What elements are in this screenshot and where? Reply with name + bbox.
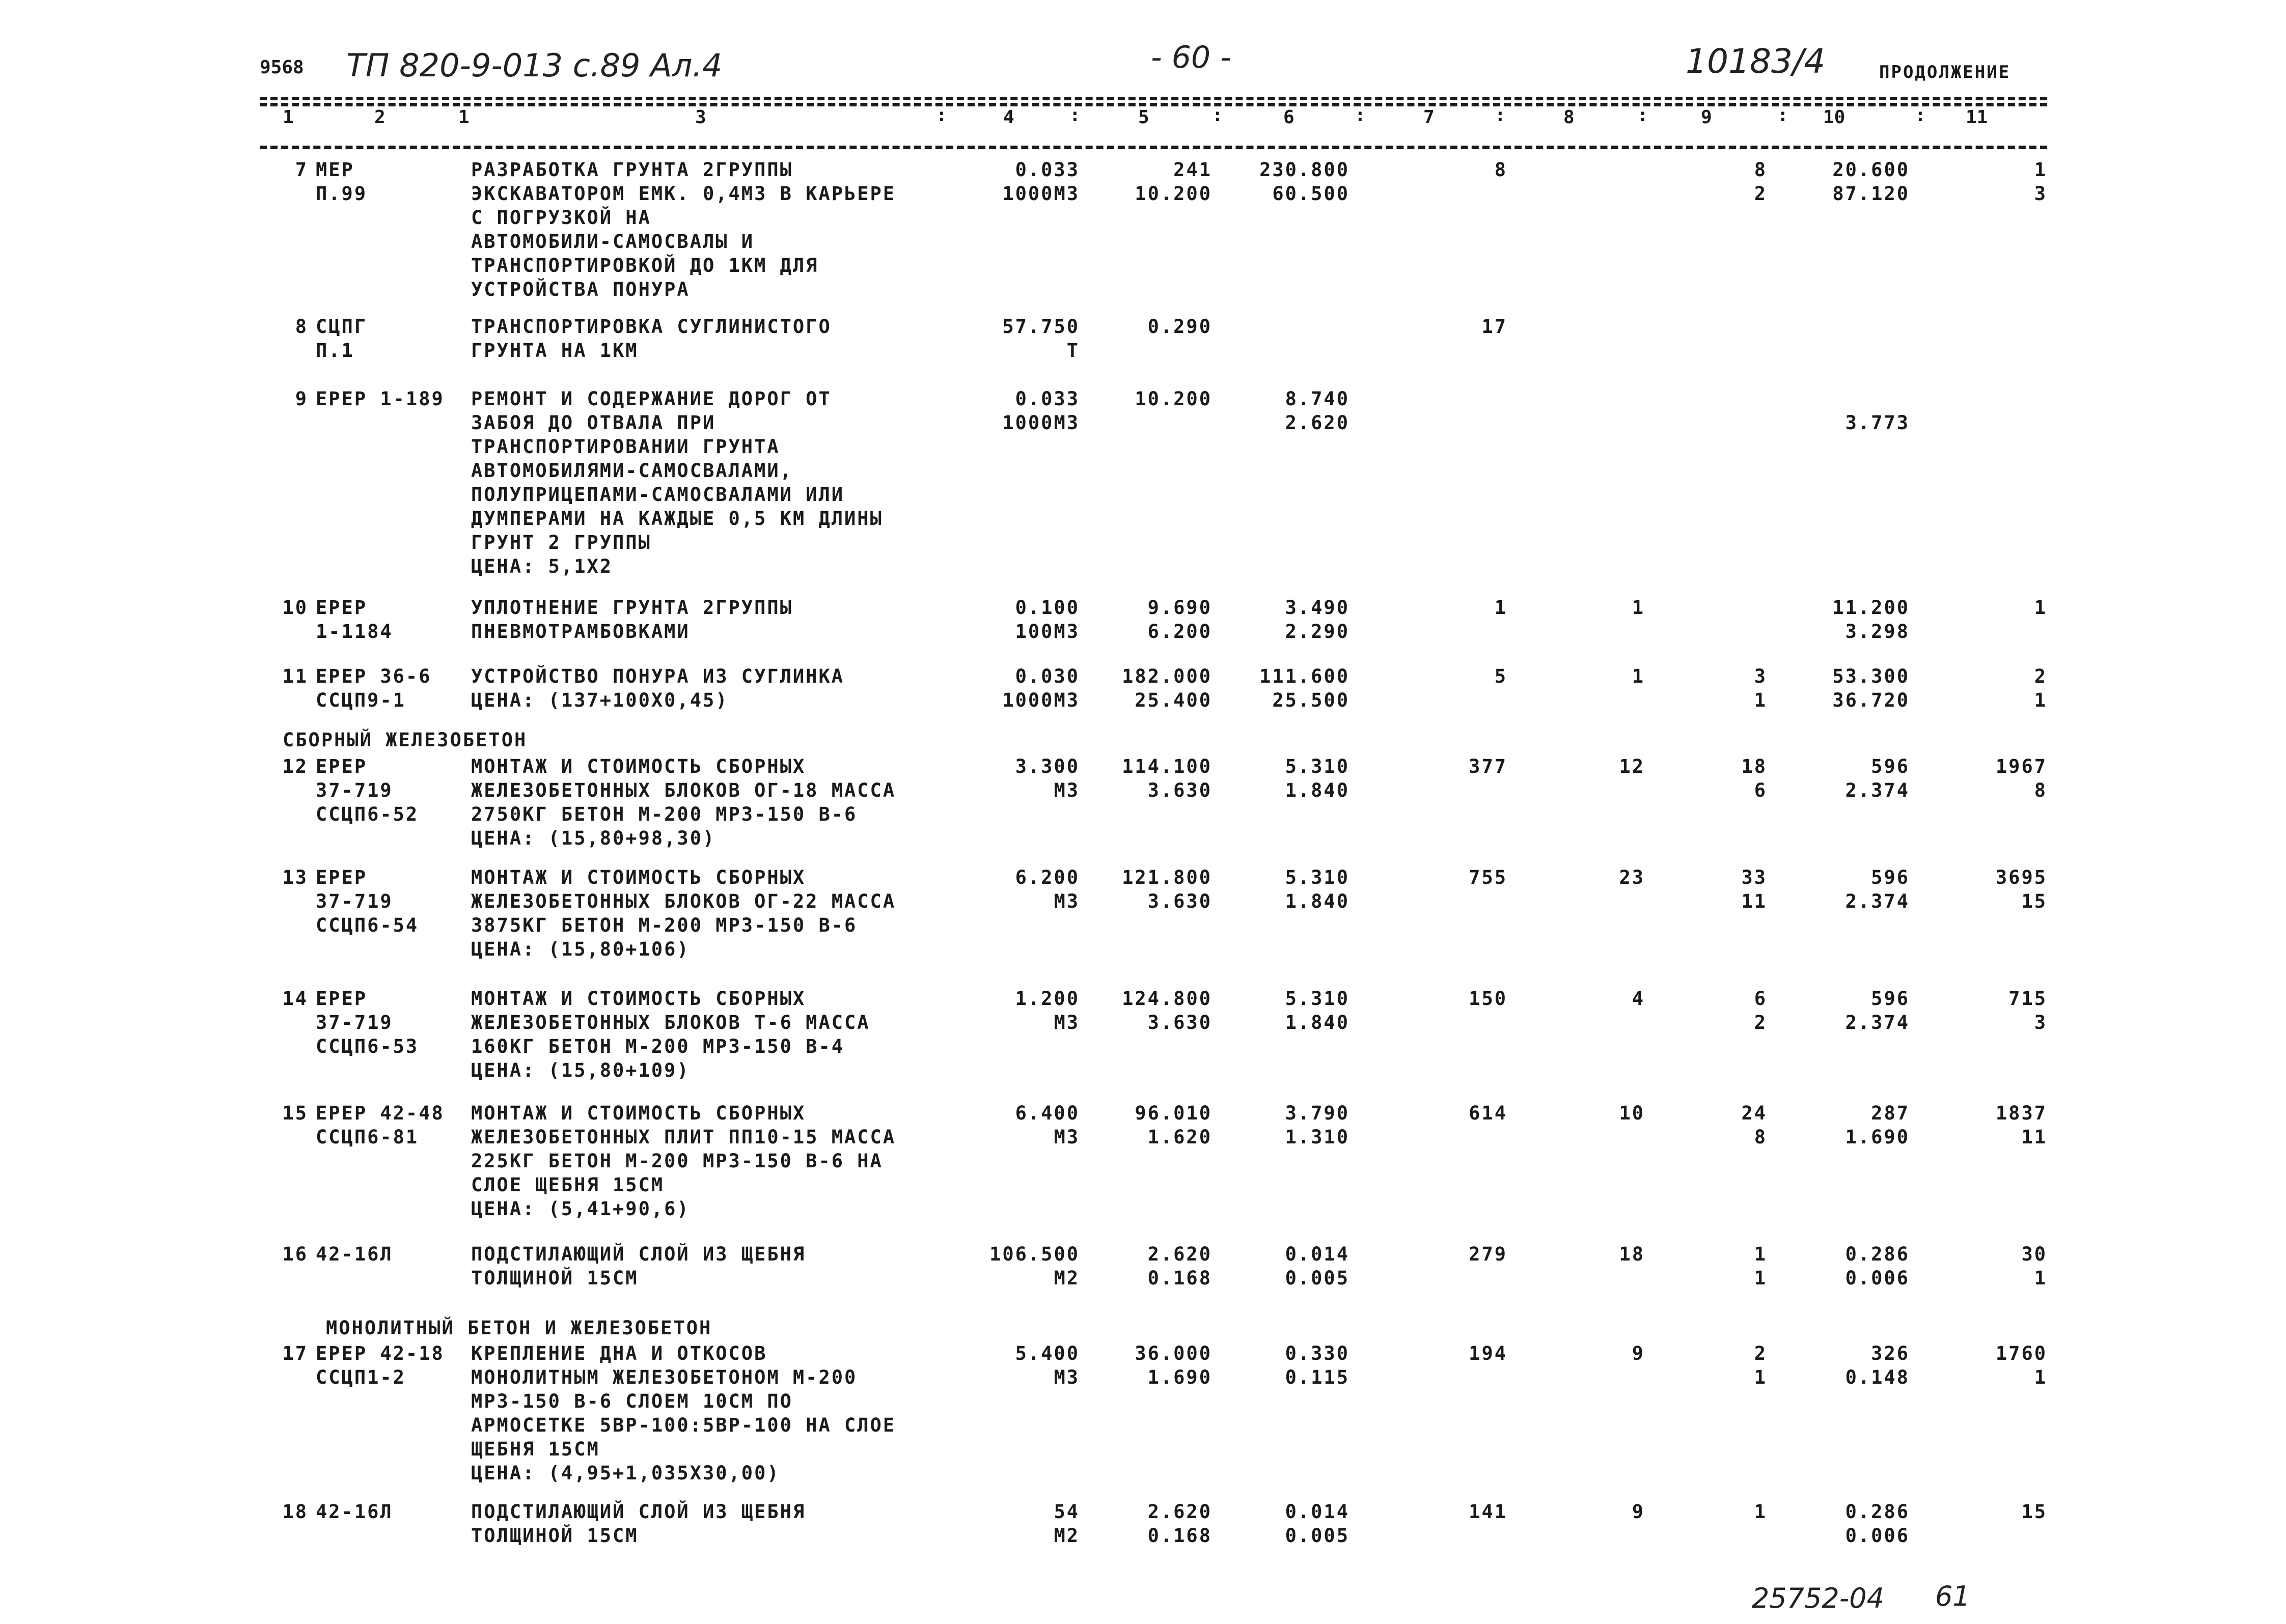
col-6: 0.330 0.115 (1285, 1342, 1349, 1388)
quantity: 6.200 М3 (1015, 866, 1080, 912)
col-6: 111.600 25.500 (1259, 665, 1349, 711)
col-7: 377 (1469, 755, 1507, 777)
work-description: РЕМОНТ И СОДЕРЖАНИЕ ДОРОГ ОТ ЗАБОЯ ДО ОТВАЛА ПРИ ТРАНСПОРТИРОВАНИИ ГРУНТА АВТОМОБИЛЯМИ-САМОСВАЛАМИ, ПОЛУПРИЦЕПАМИ-САМОСВАЛАМИ ИЛИ ДУМПЕРАМИ НА КАЖДЫЕ 0,5 КМ ДЛИНЫ ГРУНТ 2 ГРУППЫ ЦЕНА: 5,1Х2 (471, 388, 883, 577)
col-header-1b: 1 (458, 107, 470, 128)
work-description: УСТРОЙСТВО ПОНУРА ИЗ СУГЛИНКА ЦЕНА: (137+100Х0,45) (471, 665, 845, 711)
row-number: 8 (295, 316, 308, 338)
col-5: 241 10.200 (1135, 159, 1212, 205)
row-number: 16 (282, 1243, 308, 1265)
col-10: 596 2.374 (1845, 866, 1910, 912)
sheet-number: 9568 (260, 57, 304, 78)
quantity: 54 М2 (1054, 1501, 1080, 1547)
col-5: 114.100 3.630 (1122, 755, 1212, 801)
document-number: 10183/4 (1686, 42, 1826, 81)
norm-code: ЕРЕР 42-48 ССЦП6-81 (316, 1102, 445, 1148)
col-6: 5.310 1.840 (1285, 866, 1349, 912)
quantity: 3.300 М3 (1015, 755, 1080, 801)
col-5: 2.620 0.168 (1147, 1501, 1212, 1547)
col-sep: : (1495, 105, 1506, 126)
col-5: 2.620 0.168 (1147, 1243, 1212, 1289)
col-11: 1 (2034, 597, 2047, 619)
footer-stamp: 25752-04 (1752, 1582, 1884, 1614)
col-7: 194 (1469, 1342, 1507, 1364)
col-header-10: 10 (1823, 107, 1846, 128)
col-5: 124.800 3.630 (1122, 988, 1212, 1033)
section-heading-monolithic: МОНОЛИТНЫЙ БЕТОН И ЖЕЛЕЗОБЕТОН (326, 1317, 712, 1339)
col-7: 1 (1494, 597, 1507, 619)
col-9: 3 1 (1754, 665, 1767, 711)
col-sep: : (1777, 105, 1788, 126)
row-number: 15 (282, 1102, 308, 1124)
col-header-4: 4 (1003, 107, 1014, 128)
col-8: 9 (1632, 1501, 1645, 1523)
col-10: 11.200 3.298 (1832, 597, 1910, 642)
norm-code: 42-16Л (316, 1243, 393, 1265)
col-5: 96.010 1.620 (1135, 1102, 1212, 1148)
col-10: 20.600 87.120 (1832, 159, 1910, 205)
work-description: МОНТАЖ И СТОИМОСТЬ СБОРНЫХ ЖЕЛЕЗОБЕТОННЫХ БЛОКОВ ОГ-18 МАССА 2750КГ БЕТОН М-200 МРЗ-150 В-6 ЦЕНА: (15,80+98,30) (471, 755, 896, 849)
col-9: 33 11 (1741, 866, 1767, 912)
col-6: 8.740 2.620 (1285, 388, 1349, 434)
quantity: 0.033 1000М3 (1002, 159, 1080, 205)
col-9: 6 2 (1754, 988, 1767, 1033)
col-6: 3.790 1.310 (1285, 1102, 1349, 1148)
col-8: 1 (1632, 597, 1645, 619)
quantity: 0.030 1000М3 (1002, 665, 1080, 711)
quantity: 57.750 Т (1002, 316, 1080, 361)
col-7: 755 (1469, 866, 1507, 888)
norm-code: ЕРЕР 1-1184 (316, 597, 393, 642)
col-header-9: 9 (1701, 107, 1712, 128)
work-description: МОНТАЖ И СТОИМОСТЬ СБОРНЫХ ЖЕЛЕЗОБЕТОННЫХ ПЛИТ ПП10-15 МАССА 225КГ БЕТОН М-200 МРЗ-150 В-6 НА СЛОЕ ЩЕБНЯ 15СМ ЦЕНА: (5,41+90,6) (471, 1102, 896, 1220)
row-number: 10 (282, 597, 308, 619)
norm-code: ЕРЕР 37-719 ССЦП6-52 (316, 755, 419, 825)
col-header-7: 7 (1423, 107, 1435, 128)
col-11: 2 1 (2034, 665, 2047, 711)
col-9: 8 2 (1754, 159, 1767, 205)
norm-code: ЕРЕР 37-719 ССЦП6-54 (316, 866, 419, 936)
row-number: 17 (282, 1342, 308, 1364)
norm-code: ЕРЕР 42-18 ССЦП1-2 (316, 1342, 445, 1388)
row-number: 9 (295, 388, 308, 410)
col-5: 0.290 (1147, 316, 1212, 338)
work-description: МОНТАЖ И СТОИМОСТЬ СБОРНЫХ ЖЕЛЕЗОБЕТОННЫХ БЛОКОВ Т-6 МАССА 160КГ БЕТОН М-200 МРЗ-150 В-4 ЦЕНА: (15,80+109) (471, 988, 870, 1081)
col-6: 5.310 1.840 (1285, 755, 1349, 801)
col-header-11: 11 (1966, 107, 1988, 128)
col-7: 17 (1481, 316, 1507, 338)
col-11: 1967 8 (1995, 755, 2047, 801)
col-9: 1 (1754, 1501, 1767, 1523)
quantity: 6.400 М3 (1015, 1102, 1080, 1148)
col-6: 0.014 0.005 (1285, 1501, 1349, 1547)
quantity: 0.100 100М3 (1015, 597, 1080, 642)
col-10: 0.286 0.006 (1845, 1243, 1910, 1289)
col-9: 24 8 (1741, 1102, 1767, 1148)
col-9: 2 1 (1754, 1342, 1767, 1388)
continuation-label: ПРОДОЛЖЕНИЕ (1879, 62, 2011, 82)
col-8: 1 (1632, 665, 1645, 687)
col-8: 10 (1619, 1102, 1645, 1124)
col-10: 3.773 (1845, 412, 1910, 434)
col-11: 1837 11 (1995, 1102, 2047, 1148)
col-9: 1 1 (1754, 1243, 1767, 1289)
col-sep: : (1915, 105, 1926, 126)
col-8: 12 (1619, 755, 1645, 777)
col-sep: : (1069, 105, 1081, 126)
col-10: 596 2.374 (1845, 755, 1910, 801)
section-heading-precast: СБОРНЫЙ ЖЕЛЕЗОБЕТОН (283, 729, 528, 751)
divider-header-bottom (260, 146, 2047, 149)
work-description: РАЗРАБОТКА ГРУНТА 2ГРУППЫ ЭКСКАВАТОРОМ ЕМК. 0,4М3 В КАРЬЕРЕ С ПОГРУЗКОЙ НА АВТОМОБИЛИ-САМОСВАЛЫ И ТРАНСПОРТИРОВКОЙ ДО 1КМ ДЛЯ УСТРОЙСТВА ПОНУРА (471, 159, 896, 300)
col-11: 15 (2021, 1501, 2047, 1523)
col-sep: : (1637, 105, 1648, 126)
col-10: 53.300 36.720 (1832, 665, 1910, 711)
work-description: ТРАНСПОРТИРОВКА СУГЛИНИСТОГО ГРУНТА НА 1КМ (471, 316, 832, 361)
col-6: 0.014 0.005 (1285, 1243, 1349, 1289)
col-7: 5 (1494, 665, 1507, 687)
row-number: 13 (282, 866, 308, 888)
document-reference: ТП 820-9-013 с.89 Ал.4 (346, 47, 723, 84)
col-header-8: 8 (1563, 107, 1575, 128)
row-number: 12 (282, 755, 308, 777)
col-10: 326 0.148 (1845, 1342, 1910, 1388)
col-7: 614 (1469, 1102, 1507, 1124)
col-sep: : (936, 105, 947, 126)
col-8: 18 (1619, 1243, 1645, 1265)
work-description: МОНТАЖ И СТОИМОСТЬ СБОРНЫХ ЖЕЛЕЗОБЕТОННЫХ БЛОКОВ ОГ-22 МАССА 3875КГ БЕТОН М-200 МРЗ-150 В-6 ЦЕНА: (15,80+106) (471, 866, 896, 960)
col-header-3: 3 (695, 107, 706, 128)
work-description: КРЕПЛЕНИЕ ДНА И ОТКОСОВ МОНОЛИТНЫМ ЖЕЛЕЗОБЕТОНОМ М-200 МРЗ-150 В-6 СЛОЕМ 10СМ ПО АРМОСЕТКЕ 5ВР-100:5ВР-100 НА СЛОЕ ЩЕБНЯ 15СМ ЦЕНА: (4,95+1,035Х30,00) (471, 1342, 896, 1484)
col-6: 3.490 2.290 (1285, 597, 1349, 642)
col-5: 10.200 (1135, 388, 1212, 410)
quantity: 1.200 М3 (1015, 988, 1080, 1033)
row-number: 7 (295, 159, 308, 181)
col-7: 279 (1469, 1243, 1507, 1265)
col-8: 23 (1619, 866, 1645, 888)
col-header-2: 2 (374, 107, 385, 128)
col-8: 9 (1632, 1342, 1645, 1364)
col-7: 141 (1469, 1501, 1507, 1523)
quantity: 0.033 1000М3 (1002, 388, 1080, 434)
norm-code: ЕРЕР 1-189 (316, 388, 445, 410)
col-11: 1760 1 (1995, 1342, 2047, 1388)
quantity: 5.400 М3 (1015, 1342, 1080, 1388)
col-10: 287 1.690 (1845, 1102, 1910, 1148)
norm-code: 42-16Л (316, 1501, 393, 1523)
col-11: 1 3 (2034, 159, 2047, 205)
col-8: 4 (1632, 988, 1645, 1010)
col-6: 230.800 60.500 (1259, 159, 1349, 205)
norm-code: ЕРЕР 37-719 ССЦП6-53 (316, 988, 419, 1057)
divider-top (260, 97, 2047, 100)
col-5: 36.000 1.690 (1135, 1342, 1212, 1388)
col-5: 121.800 3.630 (1122, 866, 1212, 912)
col-11: 3695 15 (1995, 866, 2047, 912)
row-number: 14 (282, 988, 308, 1010)
work-description: УПЛОТНЕНИЕ ГРУНТА 2ГРУППЫ ПНЕВМОТРАМБОВКАМИ (471, 597, 793, 642)
norm-code: МЕР П.99 (316, 159, 368, 205)
col-sep: : (1355, 105, 1366, 126)
col-5: 9.690 6.200 (1147, 597, 1212, 642)
col-7: 8 (1494, 159, 1507, 181)
col-6: 5.310 1.840 (1285, 988, 1349, 1033)
col-11: 715 3 (2008, 988, 2047, 1033)
row-number: 18 (282, 1501, 308, 1523)
col-header-5: 5 (1138, 107, 1149, 128)
col-7: 150 (1469, 988, 1507, 1010)
col-sep: : (1212, 105, 1223, 126)
footer-page-note: 61 (1935, 1580, 1970, 1612)
col-11: 30 1 (2021, 1243, 2047, 1289)
col-header-6: 6 (1283, 107, 1295, 128)
norm-code: СЦПГ П.1 (316, 316, 368, 361)
quantity: 106.500 М2 (989, 1243, 1080, 1289)
page-number: - 60 - (1151, 40, 1231, 75)
col-10: 0.286 0.006 (1845, 1501, 1910, 1547)
col-header-1: 1 (283, 107, 294, 128)
row-number: 11 (282, 665, 308, 687)
norm-code: ЕРЕР 36-6 ССЦП9-1 (316, 665, 432, 711)
col-9: 18 6 (1741, 755, 1767, 801)
col-10: 596 2.374 (1845, 988, 1910, 1033)
work-description: ПОДСТИЛАЮЩИЙ СЛОЙ ИЗ ЩЕБНЯ ТОЛЩИНОЙ 15СМ (471, 1501, 806, 1547)
work-description: ПОДСТИЛАЮЩИЙ СЛОЙ ИЗ ЩЕБНЯ ТОЛЩИНОЙ 15СМ (471, 1243, 806, 1289)
col-5: 182.000 25.400 (1122, 665, 1212, 711)
